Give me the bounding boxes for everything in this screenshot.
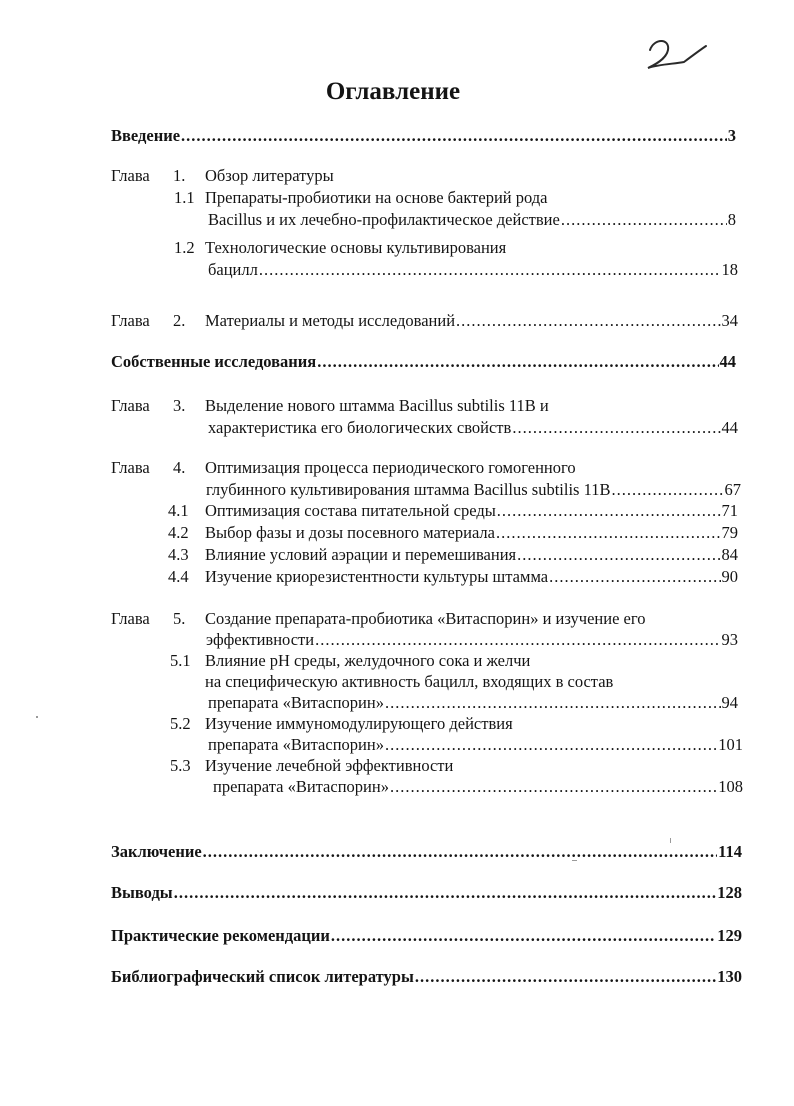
chapter-label: Глава xyxy=(111,166,150,185)
chapter-label: Глава xyxy=(111,458,150,477)
section-title: Препараты-пробиотики на основе бактерий рода xyxy=(205,188,548,207)
leader-dots xyxy=(517,545,720,565)
leader-dots xyxy=(561,210,727,230)
toc-entry-4: глубинного культивирования штамма Bacillus subtilis 11B ..... 67 xyxy=(206,480,741,501)
page-title: Оглавление xyxy=(325,78,461,105)
section-title-continued: на специфическую активность бацилл, входящих в состав xyxy=(205,672,614,691)
toc-entry-4-4: Изучение криорезистентности культуры штамма ..... 90 xyxy=(205,567,738,588)
toc-entry-own-research: Собственные исследования ..... 44 xyxy=(111,352,736,373)
toc-entry-bibliography: Библиографический список литературы ..... 130 xyxy=(111,967,742,988)
section-number: 5.1 xyxy=(170,651,191,670)
leader-dots xyxy=(612,480,724,500)
leader-dots xyxy=(259,260,721,280)
leader-dots xyxy=(315,630,720,650)
section-title: Изучение иммуномодулирующего действия xyxy=(205,714,513,733)
leader-dots xyxy=(415,967,716,987)
chapter-number: 4. xyxy=(173,458,186,477)
leader-dots xyxy=(497,501,721,521)
toc-entry-5: эффективности ..... 93 xyxy=(206,630,738,651)
leader-dots xyxy=(549,567,720,587)
chapter-label: Глава xyxy=(111,396,150,415)
section-number: 5.3 xyxy=(170,756,191,775)
scan-speck xyxy=(572,860,577,861)
handwritten-page-number xyxy=(640,34,710,74)
section-number: 4.3 xyxy=(168,545,189,564)
chapter-number: 2. xyxy=(173,311,186,330)
chapter-number: 5. xyxy=(173,609,186,628)
chapter-number: 3. xyxy=(173,396,186,415)
chapter-label: Глава xyxy=(111,609,150,628)
toc-entry-5-3: препарата «Витаспорин» ..... 108 xyxy=(213,777,743,798)
leader-dots xyxy=(512,418,720,438)
leader-dots xyxy=(174,883,717,903)
leader-dots xyxy=(385,693,721,713)
section-title: Технологические основы культивирования xyxy=(205,238,507,257)
toc-entry-2: Материалы и методы исследований ..... 34 xyxy=(205,311,738,332)
chapter-title: Оптимизация процесса периодического гомогенного xyxy=(205,458,576,477)
chapter-number: 1. xyxy=(173,166,186,185)
toc-entry-1-2: бацилл ..... 18 xyxy=(208,260,738,281)
leader-dots xyxy=(496,523,721,543)
section-number: 1.2 xyxy=(174,238,195,257)
section-number: 1.1 xyxy=(174,188,195,207)
toc-entry-4-3: Влияние условий аэрации и перемешивания ..... 84 xyxy=(205,545,738,566)
section-number: 4.4 xyxy=(168,567,189,586)
toc-entry-recommendations: Практические рекомендации ..... 129 xyxy=(111,926,742,947)
leader-dots xyxy=(390,777,717,797)
chapter-title: Выделение нового штамма Bacillus subtilis 11B и xyxy=(205,396,549,415)
toc-entry-5-2: препарата «Витаспорин» ..... 101 xyxy=(208,735,743,756)
section-title: Влияние pH среды, желудочного сока и желчи xyxy=(205,651,531,670)
leader-dots xyxy=(456,311,720,331)
section-title: Изучение лечебной эффективности xyxy=(205,756,454,775)
toc-entry-findings: Выводы ..... 128 xyxy=(111,883,742,904)
leader-dots xyxy=(317,352,718,372)
toc-entry-conclusion: Заключение ..... 114 xyxy=(111,842,742,863)
chapter-title: Обзор литературы xyxy=(205,166,334,185)
chapter-label: Глава xyxy=(111,311,150,330)
section-number: 4.2 xyxy=(168,523,189,542)
handwritten-two-mark xyxy=(640,34,710,74)
toc-entry-4-1: Оптимизация состава питательной среды ..... 71 xyxy=(205,501,738,522)
scan-speck xyxy=(36,716,38,718)
toc-entry-1-1: Bacillus и их лечебно-профилактическое действие ..... 8 xyxy=(208,210,736,231)
section-number: 4.1 xyxy=(168,501,189,520)
leader-dots xyxy=(181,126,727,146)
toc-entry-3: характеристика его биологических свойств ..... 44 xyxy=(208,418,738,439)
toc-entry-intro: Введение ..... 3 xyxy=(111,126,736,147)
section-number: 5.2 xyxy=(170,714,191,733)
leader-dots xyxy=(385,735,717,755)
chapter-title: Создание препарата-пробиотика «Витаспорин» и изучение его xyxy=(205,609,646,628)
toc-entry-4-2: Выбор фазы и дозы посевного материала ..... 79 xyxy=(205,523,738,544)
leader-dots xyxy=(203,842,717,862)
scan-speck xyxy=(670,838,671,843)
toc-entry-5-1: препарата «Витаспорин» ..... 94 xyxy=(208,693,738,714)
leader-dots xyxy=(331,926,716,946)
